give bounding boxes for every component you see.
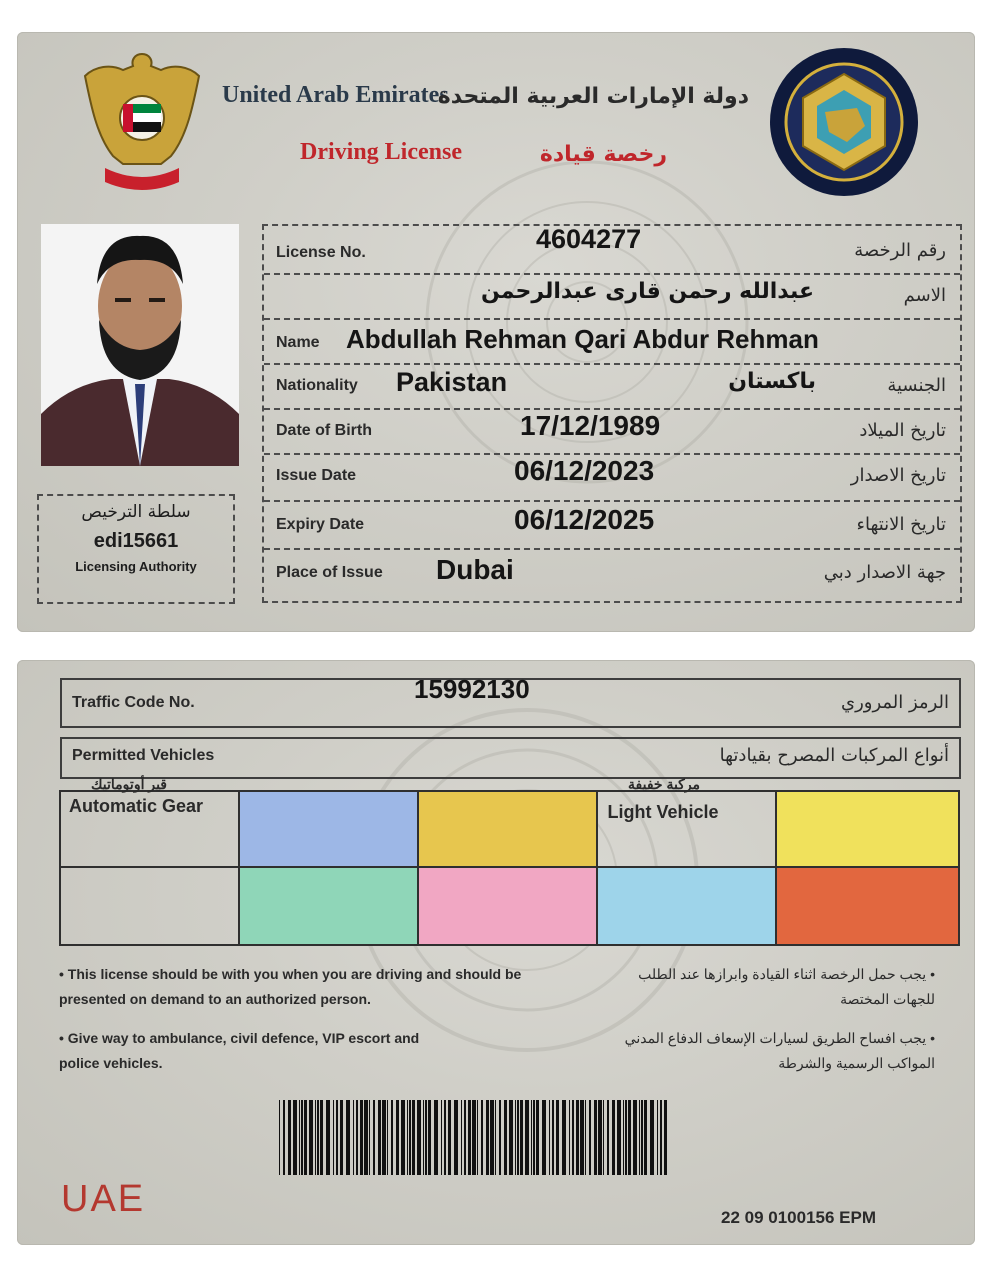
barcode-bar [625,1100,627,1175]
place-of-issue-value-arabic: دبي [823,562,852,583]
label-nationality: Nationality [276,377,358,394]
barcode-bar [641,1100,643,1175]
card-serial-number: 22 09 0100156 EPM [721,1208,877,1227]
row-place-of-issue [264,548,960,601]
barcode-bar [664,1100,667,1175]
title-english: Driving License [300,139,462,165]
dob-value: 17/12/1989 [520,410,661,441]
label-name: Name [276,334,320,351]
row-issue-date [264,453,960,502]
barcode-bar [536,1100,539,1175]
barcode-bar [369,1100,370,1175]
label-place-of-issue-arabic: جهة الاصدار دبي [823,562,946,583]
barcode-bar [391,1100,393,1175]
barcode-bar [468,1100,471,1175]
label-expiry-date: Expiry Date [276,516,365,533]
barcode-bar [542,1100,546,1175]
note-arabic-1: • يجب حمل الرخصة اثناء القيادة وابرازها عند الطلب للجهات المختصة [638,966,935,1007]
nationality-value: Pakistan [396,367,508,397]
barcode-bar [650,1100,654,1175]
authority-label-english: Licensing Authority [75,559,197,574]
barcode-bar [504,1100,507,1175]
barcode-bar [569,1100,570,1175]
barcode-bar [461,1100,462,1175]
barcode-bar [448,1100,451,1175]
label-traffic-code-arabic: الرمز المروري [840,692,949,713]
barcode-bar [444,1100,446,1175]
barcode-bar [425,1100,427,1175]
expiry-date-value: 06/12/2025 [514,504,655,535]
barcode-bar [356,1100,358,1175]
label-issue-date: Issue Date [276,467,357,484]
light-vehicle-arabic: مركبة خفيفة [628,776,701,792]
barcode-bar [360,1100,363,1175]
barcode-bar [417,1100,421,1175]
nationality-value-arabic: باكستان [728,369,816,394]
barcode-bar [509,1100,513,1175]
barcode-bar [441,1100,442,1175]
barcode-bar [336,1100,338,1175]
barcode-bar [423,1100,424,1175]
barcode-bar [556,1100,559,1175]
header-english: United Arab Emirates [222,82,449,108]
barcode-bar [283,1100,285,1175]
barcode-bar [428,1100,431,1175]
label-permitted-vehicles: Permitted Vehicles [72,747,215,764]
header-arabic: دولة الإمارات العربية المتحدة [437,84,749,109]
label-name-arabic: الاسم [903,285,946,306]
category-light-vehicle [598,776,777,868]
row-name-arabic [264,273,960,320]
barcode-bar [309,1100,313,1175]
authority-code: edi15661 [93,530,179,552]
barcode-bar [486,1100,489,1175]
barcode-bar [525,1100,529,1175]
barcode-bar [333,1100,334,1175]
barcode-bar [315,1100,316,1175]
barcode-bar [387,1100,388,1175]
color-cell [240,792,419,868]
automatic-gear-arabic: قير أوتوماتيك [91,776,167,792]
barcode-bar [531,1100,532,1175]
barcode-bar [598,1100,602,1175]
label-license-no-arabic: رقم الرخصة [854,240,946,261]
barcode-bar [612,1100,615,1175]
row-license-no [264,226,960,275]
holder-photo [41,224,239,466]
label-expiry-date-arabic: تاريخ الانتهاء [856,514,946,535]
note-english-1: • This license should be with you when you are driving and should be presented on demand to an authorized person. [59,966,522,1007]
row-expiry-date [264,500,960,550]
barcode-bar [623,1100,624,1175]
barcode-bar [585,1100,586,1175]
row-name [264,318,960,365]
barcode-bar [617,1100,621,1175]
label-license-no: License No. [276,244,366,261]
barcode-bar [477,1100,478,1175]
barcode-bar [517,1100,519,1175]
color-cell [240,868,419,944]
barcode-bar [520,1100,523,1175]
barcode-bar [412,1100,415,1175]
barcode-bar [401,1100,405,1175]
holder-name: Abdullah Rehman Qari Abdur Rehman [346,324,819,354]
barcode-bar [464,1100,466,1175]
barcode-bar [533,1100,535,1175]
barcode-bar [660,1100,662,1175]
title-arabic: رخصة قيادة [539,142,667,167]
barcode-bar [572,1100,574,1175]
label-permitted-vehicles-arabic: أنواع المركبات المصرح بقيادتها [719,745,949,766]
light-vehicle-label: Light Vehicle [607,802,719,822]
authority-label-arabic: سلطة الترخيص [81,502,191,522]
barcode-bar [279,1100,280,1175]
barcode-bar [340,1100,343,1175]
automatic-gear-label: Automatic Gear [68,796,204,816]
barcode-bar [594,1100,597,1175]
label-place-of-issue: Place of Issue [276,564,383,581]
note-arabic-2: • يجب افساح الطريق لسيارات الإسعاف الدفاع المدني المواكب الرسمية والشرطة [624,1030,935,1071]
barcode-bar [481,1100,483,1175]
barcode-bar [301,1100,303,1175]
license-number: 4604277 [536,224,642,254]
license-back [17,660,975,1245]
barcode-bar [576,1100,579,1175]
barcode-bar [495,1100,496,1175]
label-nationality-arabic: الجنسية [887,375,946,396]
barcode-bar [562,1100,566,1175]
barcode-bar [382,1100,386,1175]
barcode-bar [552,1100,554,1175]
label-dob: Date of Birth [276,422,372,439]
barcode-bar [288,1100,291,1175]
uae-falcon-emblem-icon [83,46,201,198]
barcode-bar [657,1100,658,1175]
barcode-bar [633,1100,637,1175]
permitted-vehicles-box [60,737,961,779]
holder-name-arabic: عبدالله رحمن قارى عبدالرحمن [481,279,814,304]
barcode-bar [499,1100,501,1175]
barcode-bar [472,1100,476,1175]
barcode-bar [373,1100,375,1175]
color-cell [419,792,598,868]
traffic-code-box [60,674,961,728]
barcode-bar [353,1100,354,1175]
barcode-bar [628,1100,631,1175]
barcode-bar [434,1100,438,1175]
barcode-bar [607,1100,609,1175]
barcode-bar [515,1100,516,1175]
barcode-bar [407,1100,408,1175]
color-cell [777,868,958,944]
barcode-bar [378,1100,381,1175]
barcode-bar [549,1100,550,1175]
barcode-bar [304,1100,307,1175]
license-details-table [262,224,962,603]
barcode-bar [580,1100,584,1175]
barcode-bar [454,1100,458,1175]
color-cell [419,868,598,944]
row-nationality [264,363,960,410]
barcode-bar [603,1100,604,1175]
color-cell [777,792,958,868]
row-dob [264,408,960,455]
barcode-bar [639,1100,640,1175]
label-issue-date-arabic: تاريخ الاصدار [850,465,946,486]
gcc-seal-icon [767,46,921,198]
category-automatic-gear [61,776,240,868]
barcode-bar [644,1100,647,1175]
barcode [279,1100,669,1175]
empty-cell [61,868,240,944]
vehicle-category-grid [59,776,960,946]
barcode-bar [293,1100,297,1175]
barcode-bar [346,1100,350,1175]
issue-date-value: 06/12/2023 [514,455,655,486]
barcode-bar [326,1100,330,1175]
label-dob-arabic: تاريخ الميلاد [859,420,946,441]
barcode-bar [317,1100,319,1175]
color-cell [598,868,777,944]
barcode-bar [320,1100,323,1175]
note-english-2: • Give way to ambulance, civil defence, VIP escort and police vehicles. [59,1030,420,1071]
place-of-issue-value: Dubai [436,554,514,585]
license-front [17,32,975,632]
uae-country-mark: UAE [61,1178,146,1220]
barcode-bar [396,1100,399,1175]
barcode-bar [490,1100,494,1175]
label-traffic-code: Traffic Code No. [72,694,195,711]
barcode-bar [409,1100,411,1175]
barcode-bar [299,1100,300,1175]
traffic-code-value: 15992130 [414,674,530,704]
barcode-bar [589,1100,591,1175]
licensing-authority-box [37,494,235,604]
barcode-bar [364,1100,368,1175]
